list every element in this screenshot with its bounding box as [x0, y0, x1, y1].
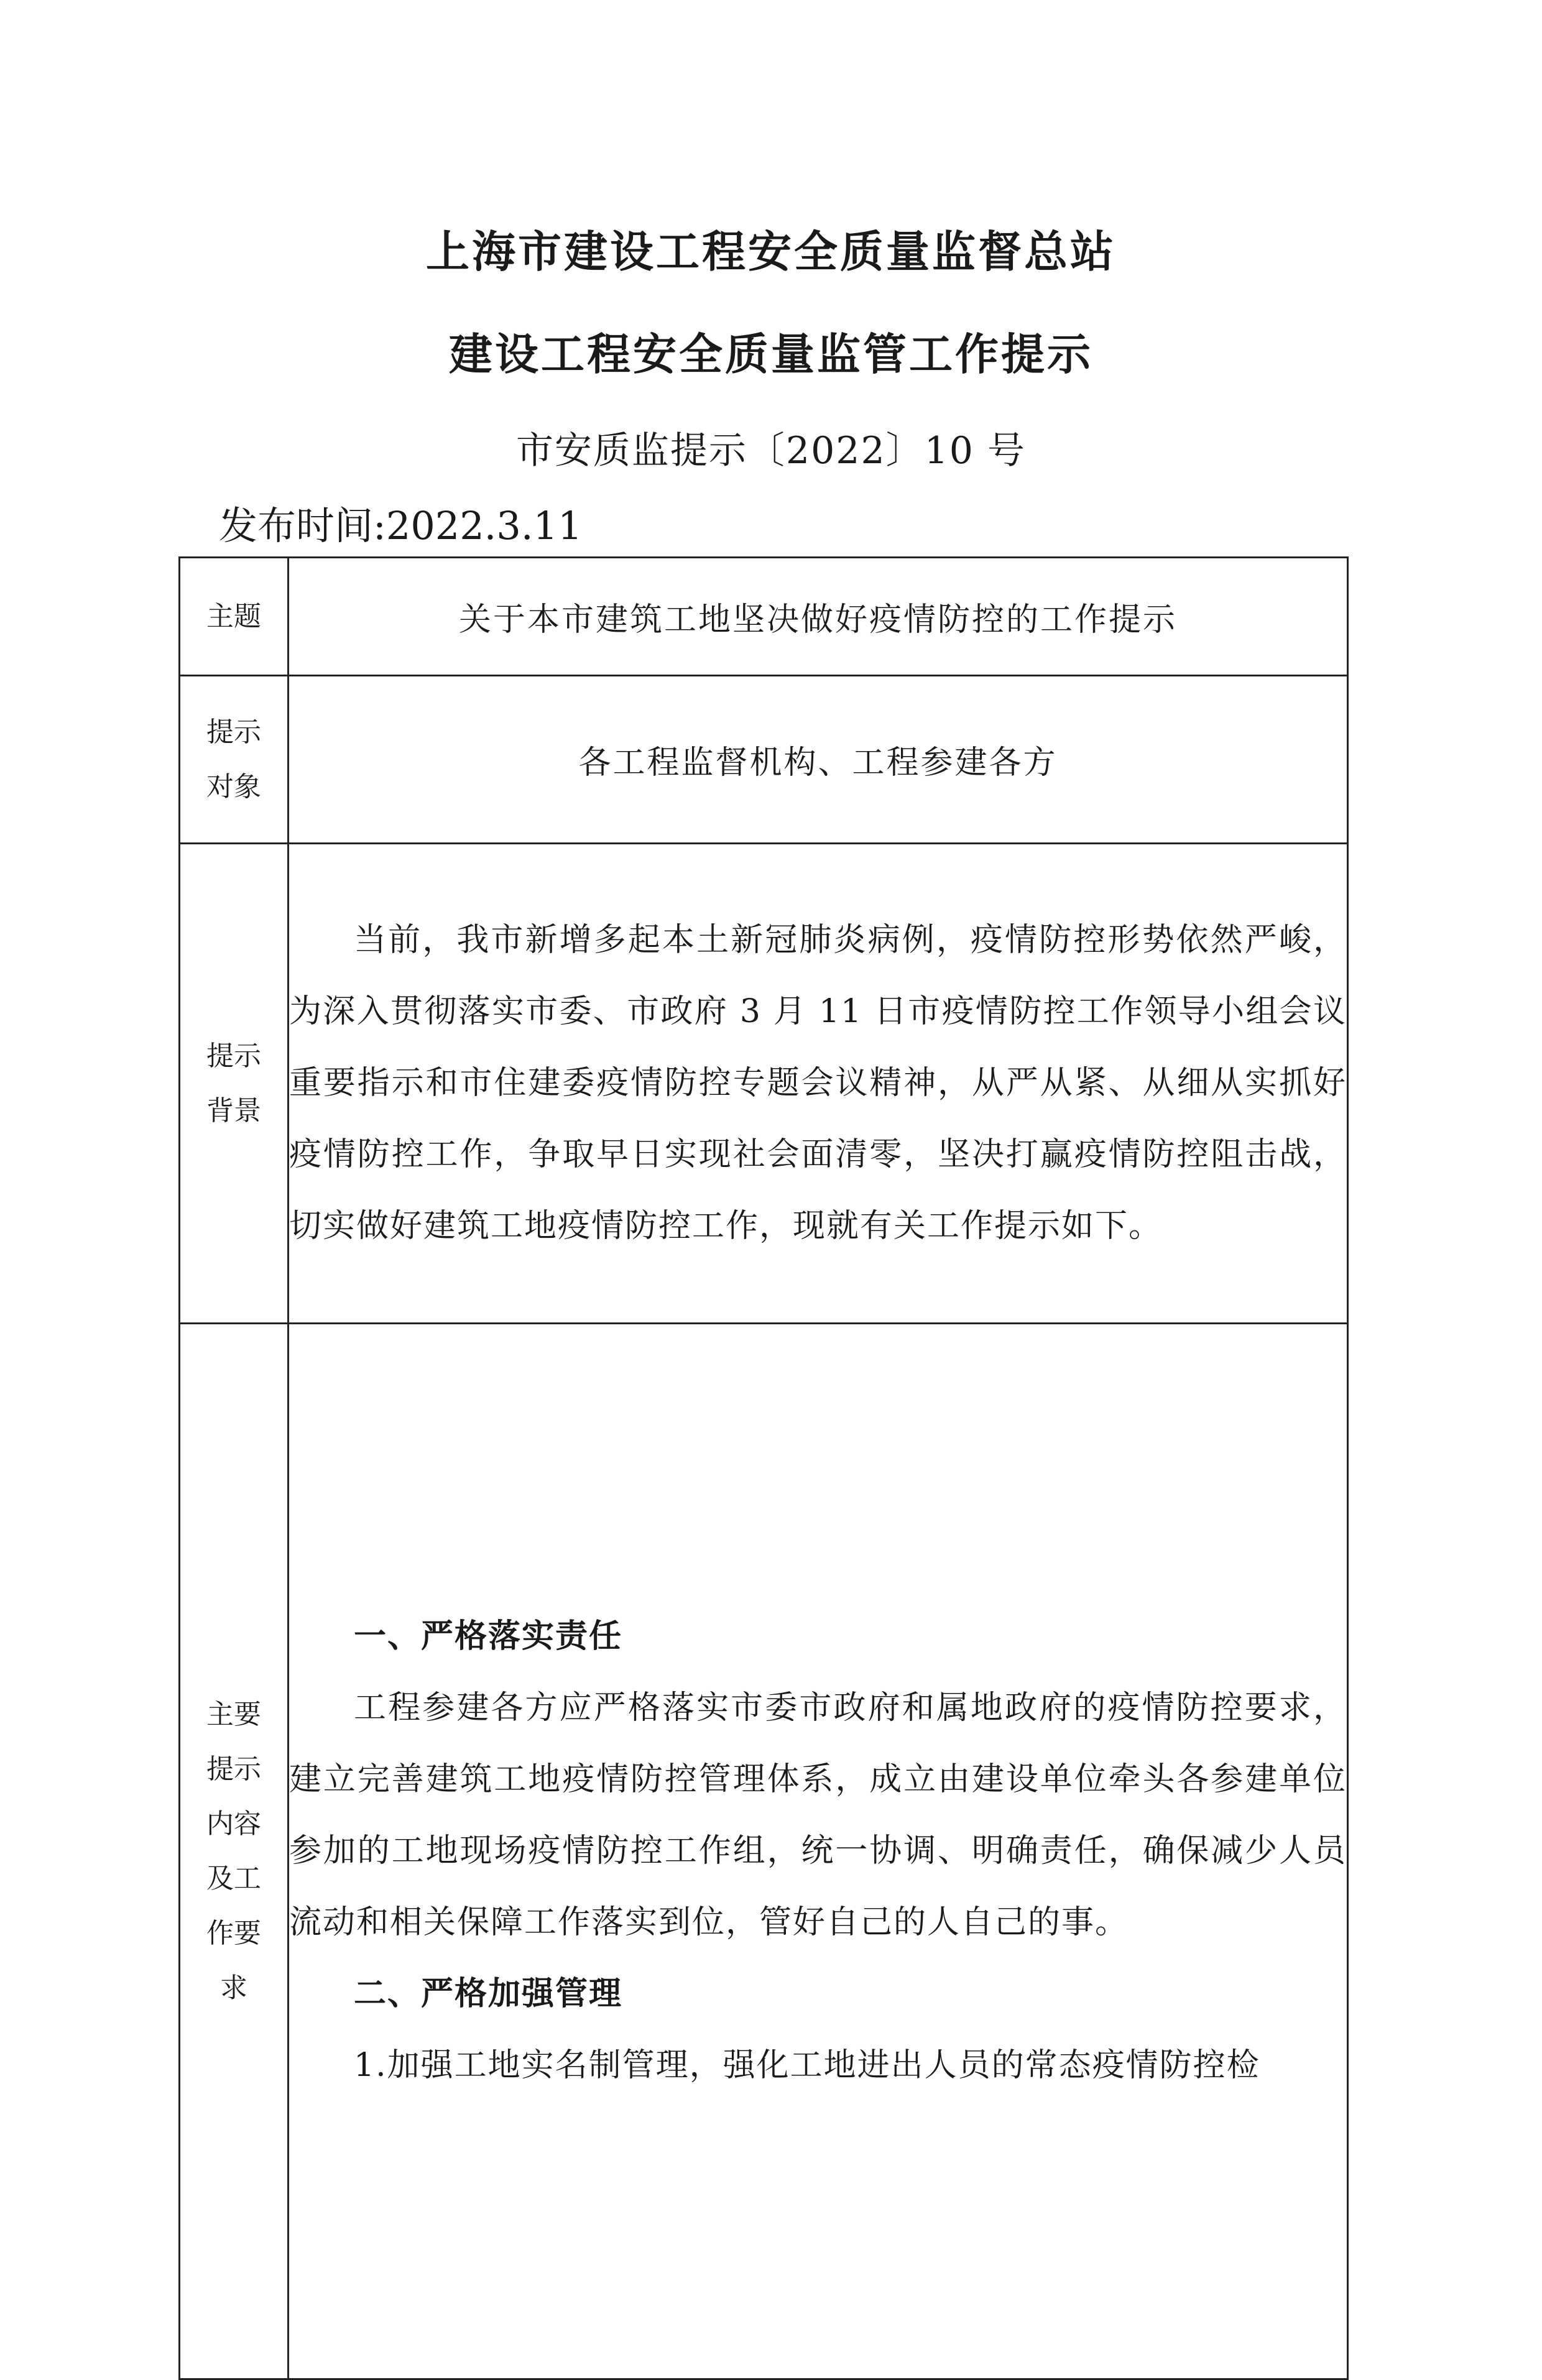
table-row-subject: [180, 558, 1348, 676]
subject-label: 主题: [206, 600, 261, 632]
main-content-cell: [289, 1324, 1348, 2379]
publish-date: 发布时间:2022.3.11: [219, 503, 583, 548]
background-paragraph: 当前，我市新增多起本土新冠肺炎病例，疫情防控形势依然严峻，为深入贯彻落实市委、市政府 3 月 11 日市疫情防控工作领导小组会议重要指示和市住建委疫情防控专题会议精神，从严从紧、从细从实抓好疫情防控工作，争取早日实现社会面清零，坚决打赢疫情防控阻击战，切实做好建筑工地疫情防控工作，现就有关工作提示如下。: [289, 921, 1347, 1245]
background-content-cell: [289, 844, 1348, 1324]
main-label-cell: [180, 1324, 289, 2379]
notice-table: [178, 556, 1349, 2380]
subject-label-cell: [180, 558, 289, 676]
target-label: 提示对象: [206, 716, 261, 803]
organization-title: 上海市建设工程安全质量监督总站: [426, 226, 1116, 277]
target-value-cell: [289, 676, 1348, 844]
background-label: 提示背景: [206, 1040, 261, 1127]
table-row-target: [180, 676, 1348, 844]
target-label-cell: [180, 676, 289, 844]
subject-value: 关于本市建筑工地坚决做好疫情防控的工作提示: [458, 601, 1177, 639]
section1-heading: 一、严格落实责任: [354, 1618, 623, 1655]
document-title: 建设工程安全质量监管工作提示: [449, 329, 1093, 380]
table-row-main-content: [180, 1324, 1348, 2379]
subject-value-cell: [289, 558, 1348, 676]
target-value: 各工程监督机构、工程参建各方: [578, 744, 1058, 782]
section2-item1: 1.加强工地实名制管理，强化工地进出人员的常态疫情防控检: [354, 2047, 1260, 2084]
section2-heading: 二、严格加强管理: [354, 1975, 623, 2013]
table-row-background: [180, 844, 1348, 1324]
document-number: 市安质监提示〔2022〕10 号: [515, 429, 1027, 473]
section1-paragraph: 工程参建各方应严格落实市委市政府和属地政府的疫情防控要求，建立完善建筑工地疫情防控管理体系，成立由建设单位牵头各参建单位参加的工地现场疫情防控工作组，统一协调、明确责任，确保减少人员流动和相关保障工作落实到位，管好自己的人自己的事。: [289, 1689, 1347, 1941]
main-label: 主要提示内容及工作要求: [206, 1698, 261, 2004]
background-label-cell: [180, 844, 289, 1324]
